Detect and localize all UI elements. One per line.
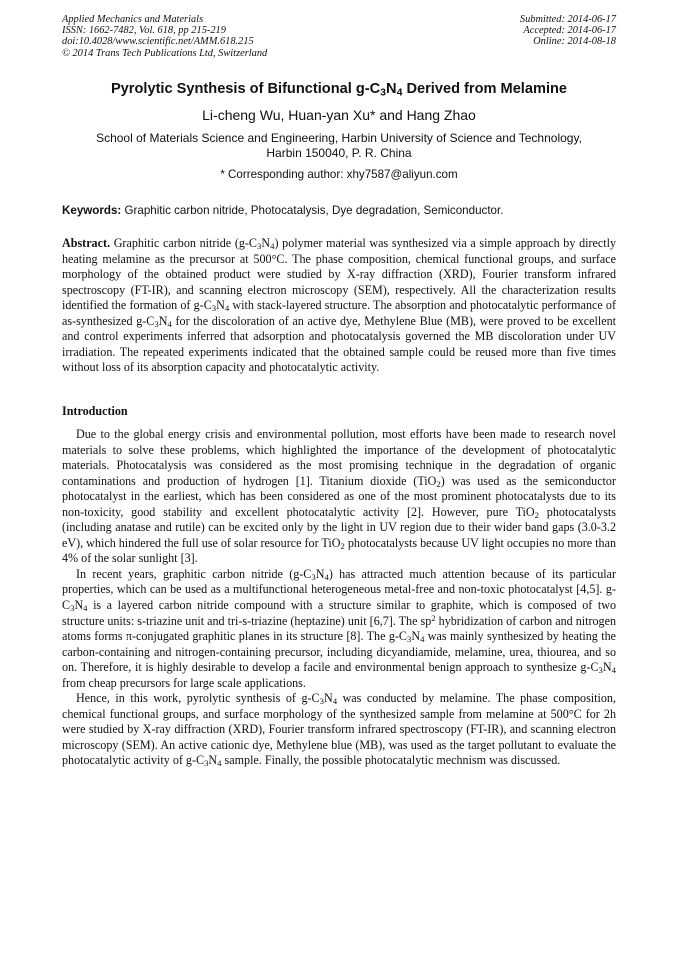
journal-copyright: © 2014 Trans Tech Publications Ltd, Switzerland <box>62 47 268 59</box>
keywords-label: Keywords: <box>62 204 122 217</box>
date-accepted: Accepted: 2014-06-17 <box>523 25 616 37</box>
paper-title: Pyrolytic Synthesis of Bifunctional $g-C_3N_4$ Derived from Melamine <box>110 81 568 99</box>
introduction-body <box>62 427 616 769</box>
section-heading-introduction: Introduction <box>62 404 128 418</box>
journal-header-left <box>62 14 267 59</box>
author-affiliation: School of Materials Science and Engineering, Harbin University of Science and Technology, Harbin 150040, P. R. China <box>96 131 582 161</box>
paper-authors: Li-cheng Wu, Huan-yan Xu* and Hang Zhao <box>202 107 476 123</box>
journal-header-right <box>520 14 616 48</box>
keywords <box>62 203 618 218</box>
journal-issn: ISSN: 1662-7482, Vol. 618, pp 215-219 <box>62 25 226 37</box>
paragraph-1: Due to the global energy crisis and environmental pollution, most efforts have been made to research novel materials to solve these problems, which highlighted the importance of the development of photocatalytic materials. Photocatalysis was considered as the most promising technique in the degradation of organic contaminations and production of hydrogen [1]. Titanium dioxide (TiO$_2$) was used as the semiconductor photocatalyst in the earliest, which has been considered as one of the most prominent photocatalysts due to its non-toxicity, good stability and excellent photocatalytic activity [2]. However, pure TiO$_2$ photocatalysts (including anatase and rutile) can be excited only by the light in UV region due to their wider band gaps (3.0-3.2 eV), which hindered the full use of solar resource for TiO$_2$ photocatalysts because UV light occupies no more than 4% of the solar sunlight [3]. <box>62 427 617 566</box>
date-online: Online: 2014-08-18 <box>533 36 616 48</box>
journal-doi: doi:10.4028/www.scientific.net/AMM.618.215 <box>62 36 254 48</box>
abstract: Abstract. Graphitic carbon nitride $(g-C_3N_4)$ polymer material was synthesized via a simple approach by directly heating melamine as the precursor at 500°C. The phase composition, chemical functional groups, and surface morphology of the obtained product were studied by X-ray diffraction (XRD), Fourier transform infrared spectroscopy (FT-IR), and scanning electron microscopy (SEM), respectively. All the characterization results identified the formation of $g-C_3N_4$ with stack-layered structure. The absorption and photocatalytic performance of as-synthesized $g-C_3N_4$ for the discoloration of an active dye, Methylene Blue (MB), were proved to be excellent and control experiments inferred that adsorption and photocatalysis governed the MB discoloration under UV irradiation. The repeated experiments indicated that the obtained sample could be reused more than five times without loss of its absorption capacity and photocatalytic activity. <box>62 236 617 375</box>
corresponding-author: * Corresponding author: xhy7587@aliyun.com <box>220 168 458 181</box>
keywords-text: Graphitic carbon nitride, Photocatalysis, Dye degradation, Semiconductor. <box>121 204 504 217</box>
paragraph-3: Hence, in this work, pyrolytic synthesis of $g-C_3N_4$ was conducted by melamine. The phase composition, chemical functional groups, and surface morphology of the synthesized sample from melamine at 500°C for 2h were studied by X-ray diffraction (XRD), Fourier transform infrared spectroscopy (FT-IR), and scanning electron microscopy (SEM). An active cationic dye, Methylene blue (MB), was used as the target pollutant to evaluate the photocatalytic activity of $g-C_3N_4$ sample. Finally, the possible photocatalytic mechnism was discussed. <box>62 691 616 769</box>
date-submitted: Submitted: 2014-06-17 <box>519 14 616 25</box>
journal-name: Applied Mechanics and Materials <box>62 14 204 25</box>
paragraph-2: In recent years, graphitic carbon nitride $(g-C_3N_4)$ has attracted much attention because of its particular properties, which can be used as a multifunctional heterogeneous metal-free and non-toxic photocatalyst [4,5]. $g-C_3N_4$ is a layered carbon nitride compound with a structure similar to graphite, which is composed of two structure units: s-triazine unit and tri-s-triazine (heptazine) unit [6,7]. The $sp^2$ hybridization of carbon and nitrogen atoms forms π-conjugated graphitic planes in its structure [8]. The $g-C_3N_4$ was mainly synthesized by heating the carbon-containing and nitrogen-containing precursor, including dicyandiamide, melamine, urea, thiourea, and so on. Therefore, it is highly desirable to develop a facile and environmental benign approach to synthesize $g-C_3N_4$ from cheap precursors for large scale applications. <box>62 566 617 690</box>
abstract-label: Abstract. <box>62 236 111 250</box>
